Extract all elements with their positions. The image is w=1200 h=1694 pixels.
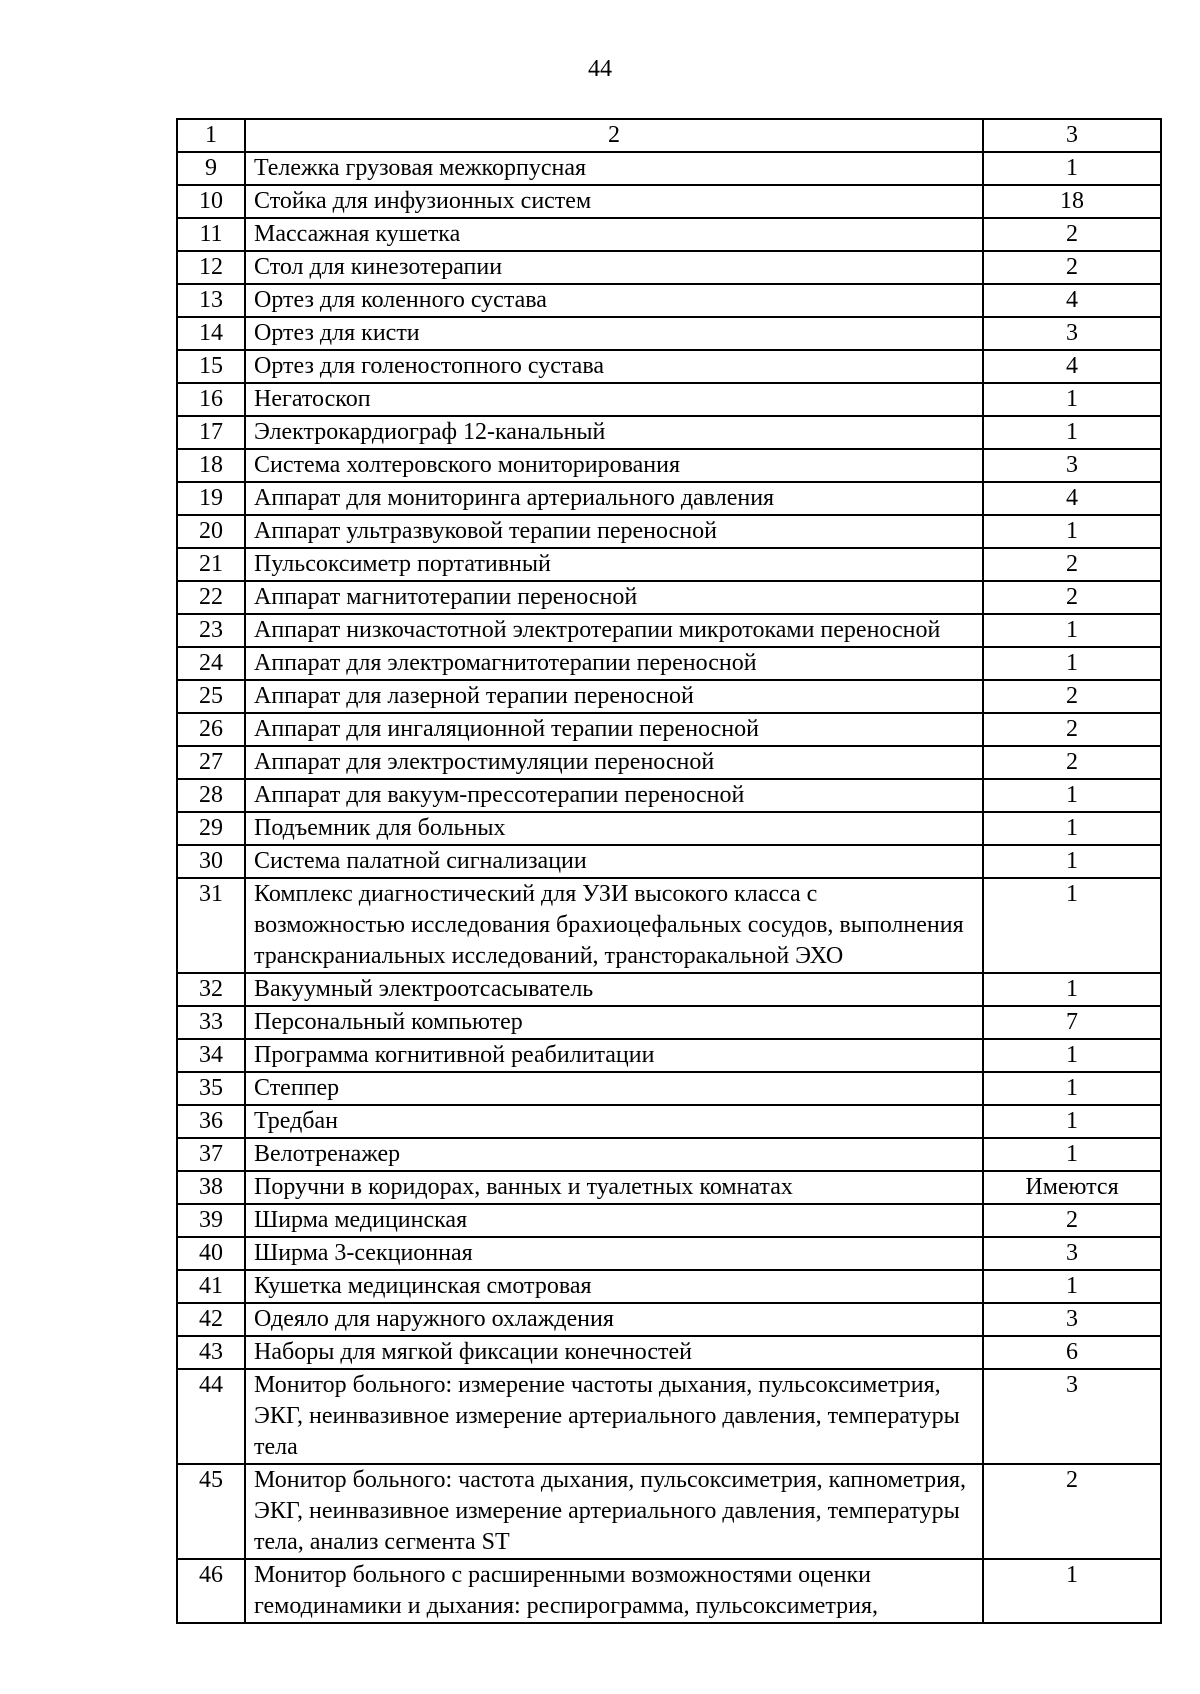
table-row [177,1336,1161,1369]
row-number-cell: 13 [177,284,245,317]
row-quantity-cell: Имеются [983,1171,1161,1204]
row-number-cell: 31 [177,878,245,973]
table-row [177,284,1161,317]
row-number-cell: 37 [177,1138,245,1171]
row-name-cell: Аппарат для лазерной терапии переносной [245,680,983,713]
row-name-cell: Аппарат магнитотерапии переносной [245,581,983,614]
row-quantity-cell: 1 [983,973,1161,1006]
table-row [177,350,1161,383]
row-quantity-cell: 1 [983,383,1161,416]
row-name-cell: Массажная кушетка [245,218,983,251]
row-name-cell: Ширма 3-секционная [245,1237,983,1270]
row-quantity-cell: 7 [983,1006,1161,1039]
row-number-cell: 45 [177,1464,245,1559]
table-row [177,581,1161,614]
row-number-cell: 32 [177,973,245,1006]
row-quantity-cell: 1 [983,845,1161,878]
row-name-cell: Монитор больного с расширенными возможностями оценки гемодинамики и дыхания: респирограмма, пульсоксиметрия, [245,1559,983,1623]
table-row [177,515,1161,548]
row-name-cell: Поручни в коридорах, ванных и туалетных комнатах [245,1171,983,1204]
table-row [177,482,1161,515]
row-number-cell: 38 [177,1171,245,1204]
row-quantity-cell: 2 [983,1204,1161,1237]
table-body [177,119,1161,1623]
row-quantity-cell: 1 [983,647,1161,680]
row-number-cell: 40 [177,1237,245,1270]
table-row [177,251,1161,284]
row-number-cell: 34 [177,1039,245,1072]
table-row [177,1204,1161,1237]
table-header-row [177,119,1161,152]
row-quantity-cell: 2 [983,218,1161,251]
row-quantity-cell: 1 [983,1072,1161,1105]
row-name-cell: Подъемник для больных [245,812,983,845]
table-row [177,1138,1161,1171]
row-number-cell: 19 [177,482,245,515]
row-name-cell: Аппарат для электромагнитотерапии переносной [245,647,983,680]
row-name-cell: Аппарат для вакуум-прессотерапии переносной [245,779,983,812]
table-row [177,1559,1161,1623]
row-number-cell: 36 [177,1105,245,1138]
table-row [177,1072,1161,1105]
row-name-cell: Ортез для голеностопного сустава [245,350,983,383]
row-name-cell: Программа когнитивной реабилитации [245,1039,983,1072]
table-row [177,449,1161,482]
equipment-table [176,118,1162,1624]
row-number-cell: 30 [177,845,245,878]
row-name-cell: Вакуумный электроотсасыватель [245,973,983,1006]
row-name-cell: Аппарат для мониторинга артериального давления [245,482,983,515]
table-row [177,1006,1161,1039]
row-quantity-cell: 2 [983,251,1161,284]
row-number-cell: 14 [177,317,245,350]
row-quantity-cell: 18 [983,185,1161,218]
row-number-cell: 17 [177,416,245,449]
table-row [177,1105,1161,1138]
row-quantity-cell: 4 [983,350,1161,383]
row-quantity-cell: 1 [983,1270,1161,1303]
row-name-cell: Персональный компьютер [245,1006,983,1039]
row-number-cell: 15 [177,350,245,383]
row-quantity-cell: 2 [983,713,1161,746]
row-quantity-cell: 6 [983,1336,1161,1369]
row-quantity-cell: 1 [983,152,1161,185]
row-number-cell: 24 [177,647,245,680]
table-row [177,548,1161,581]
row-number-cell: 11 [177,218,245,251]
row-name-cell: Пульсоксиметр портативный [245,548,983,581]
row-number-cell: 43 [177,1336,245,1369]
row-number-cell: 27 [177,746,245,779]
table-row [177,1270,1161,1303]
table-row [177,1464,1161,1559]
table-row [177,1171,1161,1204]
table-row [177,383,1161,416]
table-row [177,779,1161,812]
row-quantity-cell: 2 [983,1464,1161,1559]
table-row [177,614,1161,647]
table-row [177,1237,1161,1270]
header-cell-quantity: 3 [983,119,1161,152]
row-quantity-cell: 1 [983,779,1161,812]
row-quantity-cell: 1 [983,878,1161,973]
row-name-cell: Тележка грузовая межкорпусная [245,152,983,185]
row-name-cell: Аппарат ультразвуковой терапии переносной [245,515,983,548]
table-row [177,1039,1161,1072]
row-quantity-cell: 2 [983,548,1161,581]
row-name-cell: Система холтеровского мониторирования [245,449,983,482]
row-number-cell: 12 [177,251,245,284]
row-name-cell: Аппарат для ингаляционной терапии переносной [245,713,983,746]
row-quantity-cell: 1 [983,812,1161,845]
table-row [177,647,1161,680]
row-quantity-cell: 1 [983,515,1161,548]
table-row [177,152,1161,185]
row-name-cell: Тредбан [245,1105,983,1138]
row-quantity-cell: 1 [983,1105,1161,1138]
row-quantity-cell: 2 [983,581,1161,614]
table-row [177,416,1161,449]
row-name-cell: Стойка для инфузионных систем [245,185,983,218]
row-quantity-cell: 3 [983,1369,1161,1464]
row-name-cell: Система палатной сигнализации [245,845,983,878]
row-name-cell: Наборы для мягкой фиксации конечностей [245,1336,983,1369]
row-name-cell: Электрокардиограф 12-канальный [245,416,983,449]
row-number-cell: 42 [177,1303,245,1336]
row-number-cell: 39 [177,1204,245,1237]
row-number-cell: 9 [177,152,245,185]
row-number-cell: 16 [177,383,245,416]
table-row [177,218,1161,251]
row-name-cell: Велотренажер [245,1138,983,1171]
row-name-cell: Ширма медицинская [245,1204,983,1237]
header-cell-number: 1 [177,119,245,152]
table-row [177,185,1161,218]
row-quantity-cell: 3 [983,317,1161,350]
row-name-cell: Кушетка медицинская смотровая [245,1270,983,1303]
row-quantity-cell: 1 [983,1039,1161,1072]
page-number: 44 [588,56,612,82]
row-number-cell: 29 [177,812,245,845]
row-quantity-cell: 1 [983,614,1161,647]
row-number-cell: 28 [177,779,245,812]
row-quantity-cell: 2 [983,746,1161,779]
row-name-cell: Степпер [245,1072,983,1105]
row-quantity-cell: 3 [983,449,1161,482]
row-name-cell: Аппарат для электростимуляции переносной [245,746,983,779]
table-row [177,812,1161,845]
table-row [177,317,1161,350]
table-row [177,680,1161,713]
row-name-cell: Стол для кинезотерапии [245,251,983,284]
row-quantity-cell: 3 [983,1303,1161,1336]
header-cell-name: 2 [245,119,983,152]
row-number-cell: 20 [177,515,245,548]
row-name-cell: Негатоскоп [245,383,983,416]
row-quantity-cell: 3 [983,1237,1161,1270]
row-number-cell: 23 [177,614,245,647]
row-number-cell: 25 [177,680,245,713]
row-quantity-cell: 4 [983,284,1161,317]
row-number-cell: 10 [177,185,245,218]
table-row [177,713,1161,746]
row-quantity-cell: 1 [983,416,1161,449]
table-row [177,878,1161,973]
row-name-cell: Аппарат низкочастотной электротерапии микротоками переносной [245,614,983,647]
row-name-cell: Одеяло для наружного охлаждения [245,1303,983,1336]
row-number-cell: 41 [177,1270,245,1303]
row-number-cell: 44 [177,1369,245,1464]
row-number-cell: 35 [177,1072,245,1105]
row-name-cell: Комплекс диагностический для УЗИ высокого класса с возможностью исследования брахиоцефальных сосудов, выполнения транскраниальных исследований, трансторакальной ЭХО [245,878,983,973]
row-quantity-cell: 2 [983,680,1161,713]
row-name-cell: Монитор больного: частота дыхания, пульсоксиметрия, капнометрия, ЭКГ, неинвазивное измерение артериального давления, температуры тела, анализ сегмента ST [245,1464,983,1559]
row-number-cell: 33 [177,1006,245,1039]
row-quantity-cell: 1 [983,1138,1161,1171]
row-quantity-cell: 1 [983,1559,1161,1623]
table-row [177,973,1161,1006]
table-row [177,1303,1161,1336]
row-number-cell: 22 [177,581,245,614]
row-name-cell: Ортез для коленного сустава [245,284,983,317]
row-name-cell: Монитор больного: измерение частоты дыхания, пульсоксиметрия, ЭКГ, неинвазивное измерение артериального давления, температуры тела [245,1369,983,1464]
row-number-cell: 21 [177,548,245,581]
table-row [177,1369,1161,1464]
row-number-cell: 18 [177,449,245,482]
row-name-cell: Ортез для кисти [245,317,983,350]
row-number-cell: 26 [177,713,245,746]
table-row [177,845,1161,878]
table-row [177,746,1161,779]
row-number-cell: 46 [177,1559,245,1623]
row-quantity-cell: 4 [983,482,1161,515]
